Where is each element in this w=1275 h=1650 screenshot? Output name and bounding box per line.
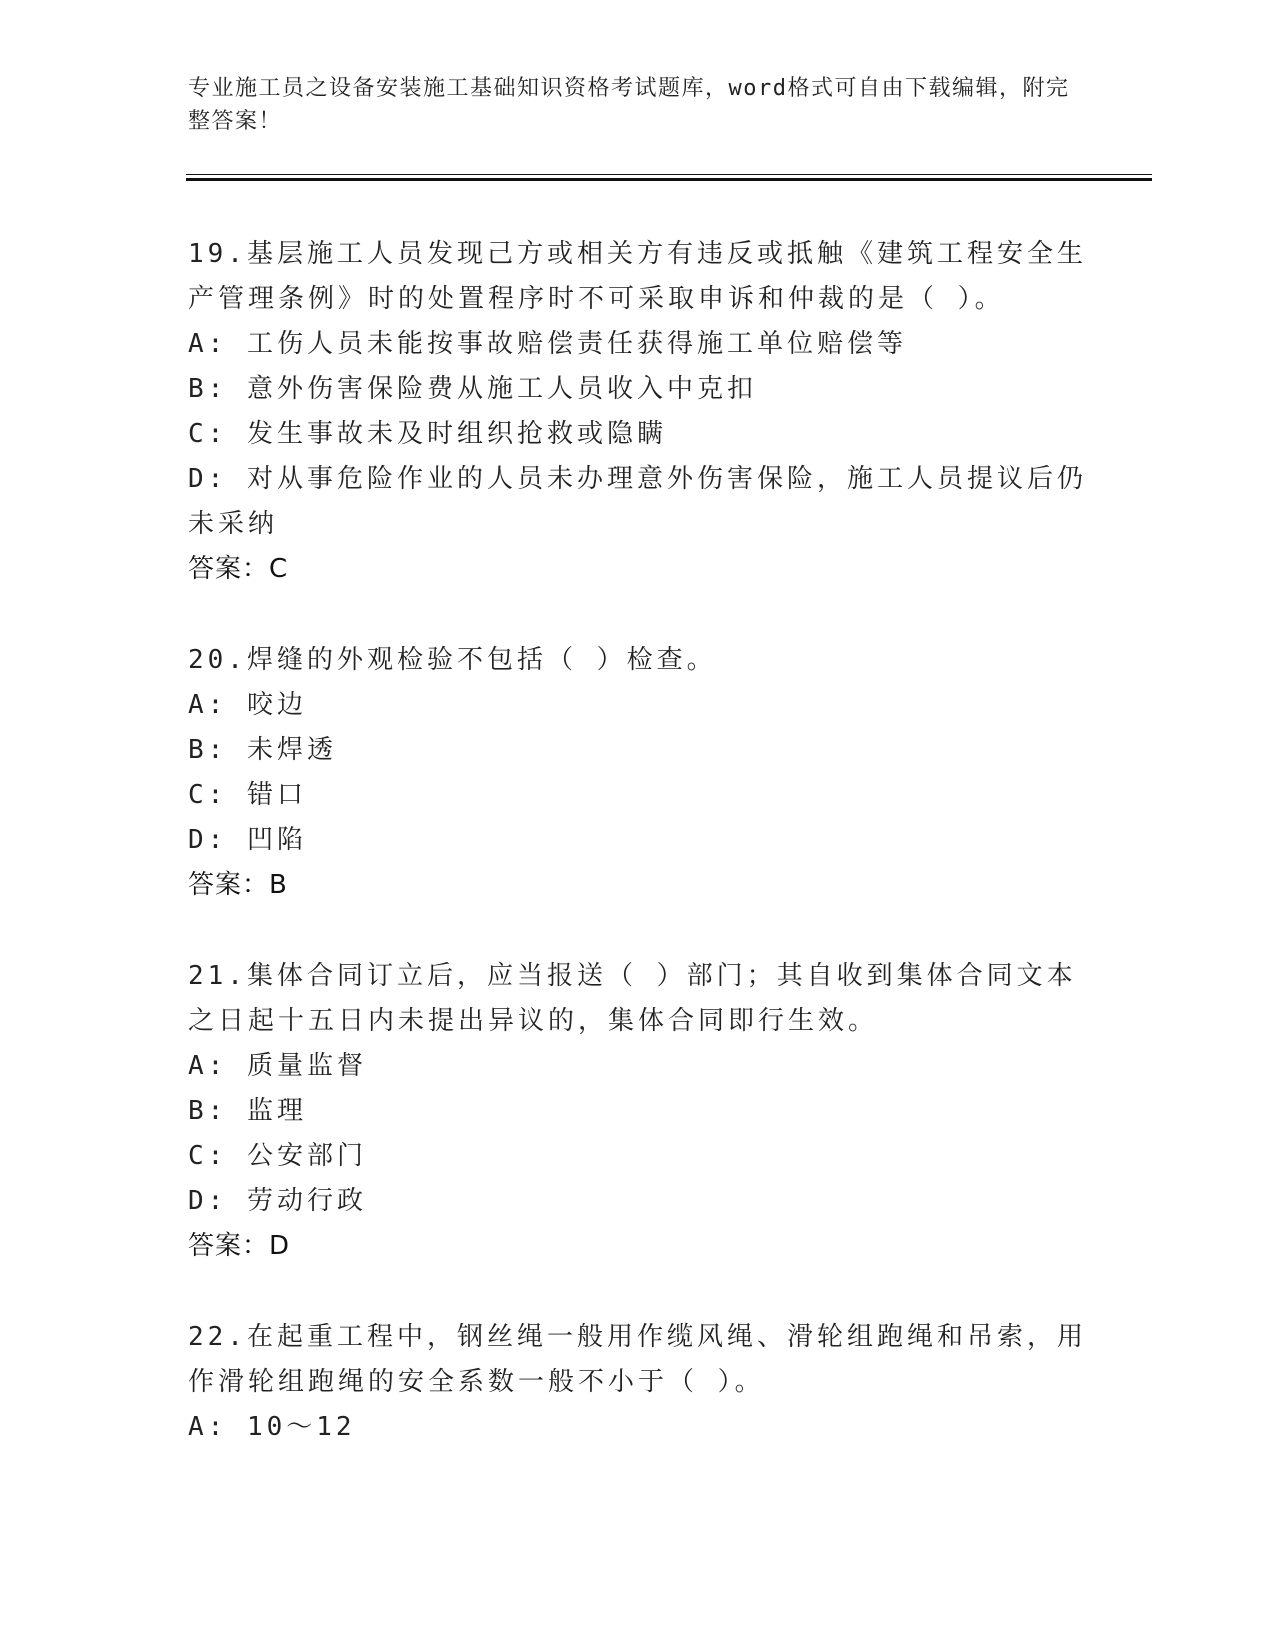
option-a: A: 咬边 (188, 690, 307, 720)
option-b: B: 意外伤害保险费从施工人员收入中克扣 (188, 374, 757, 404)
option-a: A: 工伤人员未能按事故赔偿责任获得施工单位赔偿等 (188, 329, 907, 359)
question-stem: 22.在起重工程中，钢丝绳一般用作缆风绳、滑轮组跑绳和吊索，用作滑轮组跑绳的安全系数一般不小于（ ）。 (188, 1322, 1087, 1397)
option-c: C: 发生事故未及时组织抢救或隐瞒 (188, 419, 667, 449)
answer-line: 答案：D (188, 1231, 291, 1261)
question-stem: 21.集体合同订立后，应当报送（ ）部门；其自收到集体合同文本之日起十五日内未提出异议的，集体合同即行生效。 (188, 961, 1077, 1036)
option-d: D: 对从事危险作业的人员未办理意外伤害保险，施工人员提议后仍未采纳 (188, 464, 1087, 539)
option-a: A: 质量监督 (188, 1051, 367, 1081)
answer-line: 答案：B (188, 870, 288, 900)
question-19 (188, 232, 1088, 592)
question-20 (188, 638, 1088, 908)
option-b: B: 未焊透 (188, 735, 337, 765)
option-d: D: 凹陷 (188, 825, 307, 855)
answer-line: 答案：C (188, 554, 289, 584)
header-divider-thin (186, 174, 1152, 175)
question-stem: 20.焊缝的外观检验不包括（ ）检查。 (188, 645, 717, 675)
question-22 (188, 1315, 1088, 1450)
question-21 (188, 954, 1088, 1269)
option-c: C: 公安部门 (188, 1141, 367, 1171)
header-divider-thick (186, 178, 1152, 181)
option-b: B: 监理 (188, 1096, 307, 1126)
question-list (188, 232, 1088, 1496)
document-header: 专业施工员之设备安装施工基础知识资格考试题库，word格式可自由下载编辑，附完整答案！ (188, 76, 1070, 134)
question-stem: 19.基层施工人员发现己方或相关方有违反或抵触《建筑工程安全生产管理条例》时的处置程序时不可采取申诉和仲裁的是（ ）。 (188, 239, 1087, 314)
option-d: D: 劳动行政 (188, 1186, 367, 1216)
option-c: C: 错口 (188, 780, 307, 810)
option-a: A: 10～12 (188, 1412, 356, 1442)
